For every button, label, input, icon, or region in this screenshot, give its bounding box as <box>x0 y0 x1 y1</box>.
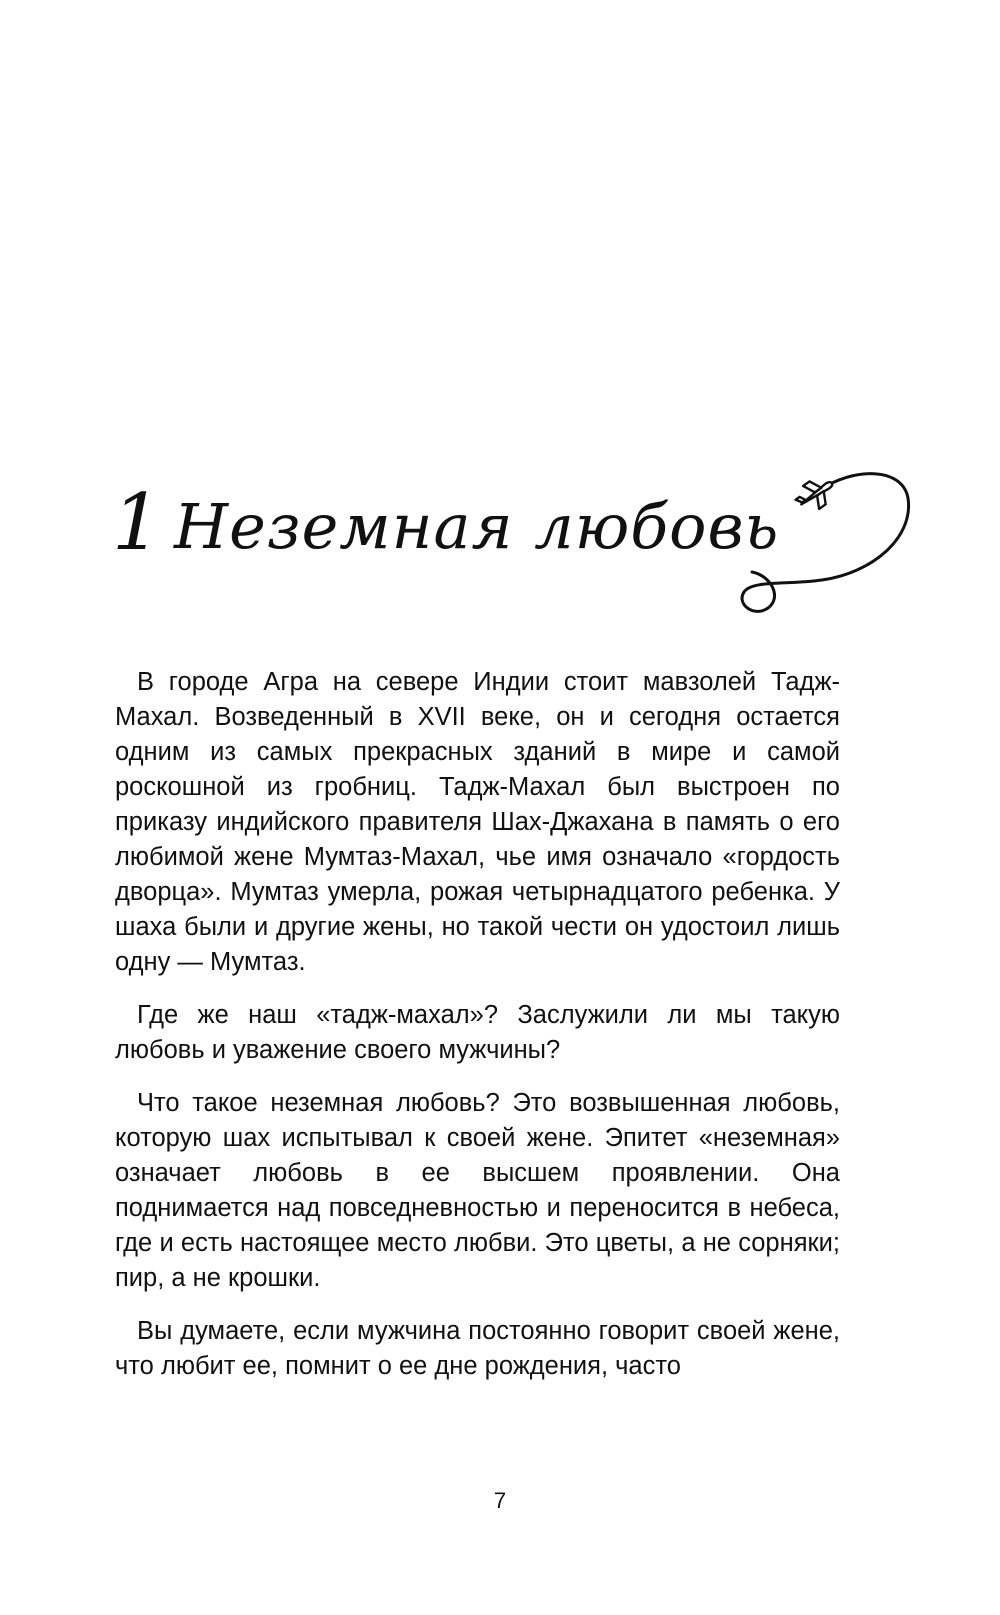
airplane-flourish-icon <box>732 468 952 628</box>
body-text <box>115 665 840 1402</box>
chapter-header <box>112 468 832 628</box>
chapter-title: Неземная любовь <box>174 490 780 563</box>
paragraph: Что такое неземная любовь? Это возвышенная любовь, которую шах испытывал к своей жене. Эпитет «неземная» означает любовь в ее высшем проявлении. Она поднимается над повседневностью и переносится в небеса, где и есть настоящее место любви. Это цветы, а не сорняки; пир, а не крошки. <box>115 1089 840 1292</box>
paragraph: В городе Агра на севере Индии стоит мавзолей Тадж-Махал. Возведенный в XVII веке, он и сегодня остается одним из самых прекрасных зданий в мире и самой роскошной из гробниц. Тадж-Махал был выстроен по приказу индийского правителя Шах-Джахана в память о его любимой жене Мумтаз-Махал, чье имя означало «гордость дворца». Мумтаз умерла, рожая четырнадцатого ребенка. У шаха были и другие жены, но такой чести он удостоил лишь одну — Мумтаз. <box>115 668 840 976</box>
paragraph: Вы думаете, если мужчина постоянно говорит своей жене, что любит ее, помнит о ее дне рождения, часто <box>115 1317 840 1380</box>
page-number: 7 <box>493 1488 507 1513</box>
paragraph: Где же наш «тадж-махал»? Заслужили ли мы такую любовь и уважение своего мужчины? <box>115 1001 840 1064</box>
chapter-number: 1 <box>112 478 162 568</box>
